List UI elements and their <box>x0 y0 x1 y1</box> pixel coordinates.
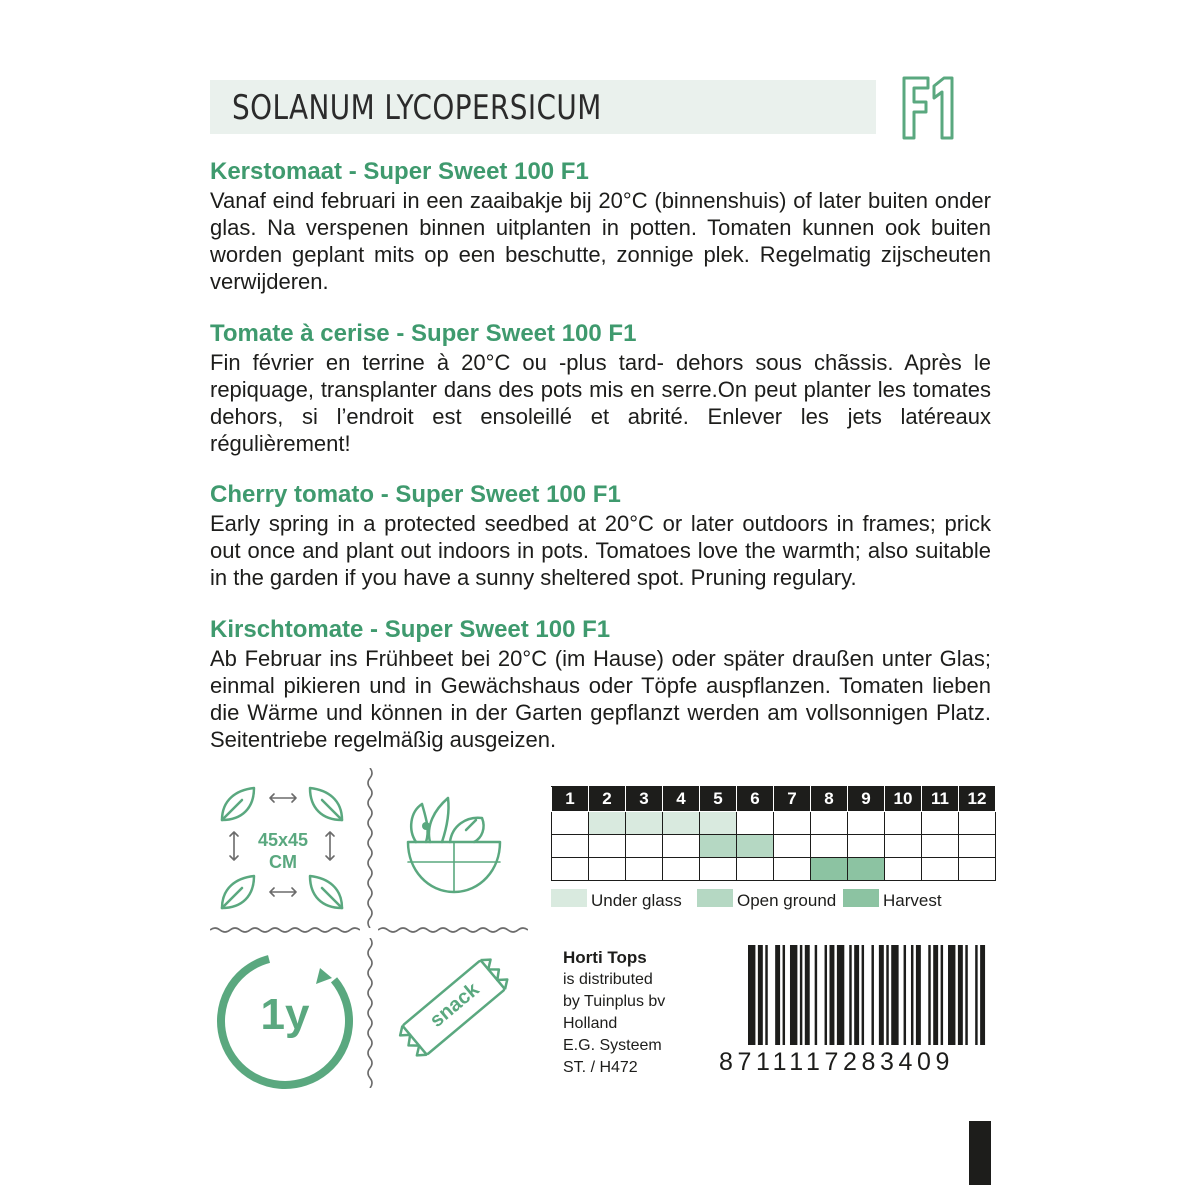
barcode-image <box>748 945 990 1045</box>
wavy-divider-horizontal-right <box>378 926 528 934</box>
salad-bowl-icon <box>396 790 508 900</box>
calendar-cell <box>774 858 811 881</box>
barcode-bar <box>805 945 810 1045</box>
barcode-bar <box>886 945 888 1045</box>
calendar-cell <box>700 858 737 881</box>
barcode-bar <box>783 945 785 1045</box>
barcode-bar <box>975 945 977 1045</box>
wavy-divider-vertical-bottom <box>366 938 374 1088</box>
calendar-month-row <box>552 787 996 812</box>
barcode-bar <box>928 945 930 1045</box>
distributor-line: Holland <box>563 1015 618 1032</box>
month-header: 12 <box>959 787 996 812</box>
legend-harvest: Harvest <box>883 891 942 910</box>
barcode-bar <box>849 945 851 1045</box>
species-name: SOLANUM LYCOPERSICUM <box>232 88 602 128</box>
print-mark <box>969 1121 991 1185</box>
leaf-icon <box>222 788 254 820</box>
barcode-bar <box>790 945 797 1045</box>
barcode-bar <box>933 945 938 1045</box>
calendar-row <box>552 835 996 858</box>
calendar-cell <box>626 812 663 835</box>
calendar-cell <box>811 858 848 881</box>
barcode-bar <box>800 945 802 1045</box>
calendar-cell <box>737 835 774 858</box>
month-header: 11 <box>922 787 959 812</box>
barcode-bar <box>958 945 963 1045</box>
barcode-bar <box>904 945 906 1045</box>
distributor-line: E.G. Systeem <box>563 1037 662 1054</box>
barcode-bar <box>941 945 943 1045</box>
barcode-bar <box>911 945 913 1045</box>
month-header: 10 <box>885 787 922 812</box>
barcode-bar <box>748 945 755 1045</box>
wavy-divider-vertical-top <box>366 768 374 928</box>
calendar-row <box>552 858 996 881</box>
legend-swatch-harvest <box>843 889 879 907</box>
barcode-bar <box>862 945 864 1045</box>
f1-badge <box>898 72 958 144</box>
barcode-bar <box>854 945 859 1045</box>
calendar-cell <box>959 835 996 858</box>
calendar-cell <box>626 835 663 858</box>
calendar-cell <box>737 812 774 835</box>
calendar-cell <box>922 858 959 881</box>
calendar-cell <box>552 812 589 835</box>
calendar-row <box>552 812 996 835</box>
legend-under-glass: Under glass <box>591 891 682 910</box>
calendar-cell <box>774 812 811 835</box>
calendar-cell <box>959 812 996 835</box>
section-body-fr: Fin février en terrine à 20°C ou -plus tard- dehors sous chãssis. Après le repiquage, transplanter dans des pots mis en serre.On peut planter les tomates dehors, si l’endroit est ensoleillé et abrité. Enlever les jets latéreaux régulièrement! <box>210 350 991 456</box>
calendar-cell <box>626 858 663 881</box>
spacing-unit-label: CM <box>269 852 297 872</box>
month-header: 5 <box>700 787 737 812</box>
spacing-label: 45x45 <box>257 830 309 850</box>
barcode-bar <box>948 945 955 1045</box>
barcode-number: 8711117283409 <box>719 1048 954 1076</box>
calendar-cell <box>848 835 885 858</box>
barcode-bar <box>879 945 884 1045</box>
barcode-bar <box>758 945 763 1045</box>
barcode-bar <box>871 945 873 1045</box>
section-body-nl: Vanaf eind februari in een zaaibakje bij 20°C (binnenshuis) of later buiten onder glas. Na verspenen binnen uitplanten in potten. Tomaten kunnen ook buiten worden geplant mits op een beschutte, zonnige plek. Regelmatig zijscheuten verwijderen. <box>210 188 991 294</box>
barcode-bar <box>837 945 844 1045</box>
wavy-divider-horizontal-left <box>210 926 360 934</box>
calendar-cell <box>811 835 848 858</box>
calendar-cell <box>663 812 700 835</box>
month-header: 1 <box>552 787 589 812</box>
leaf-icon <box>310 788 342 820</box>
barcode-bar <box>980 945 985 1045</box>
distributor-line: is distributed <box>563 971 653 988</box>
calendar-cell <box>885 858 922 881</box>
calendar-cell <box>922 812 959 835</box>
section-title-nl: Kerstomaat - Super Sweet 100 F1 <box>210 158 589 185</box>
calendar-cell <box>848 858 885 881</box>
calendar-cell <box>885 812 922 835</box>
calendar-cell <box>959 858 996 881</box>
barcode-bar <box>891 945 898 1045</box>
barcode-bar <box>829 945 834 1045</box>
calendar-cell <box>663 858 700 881</box>
legend-open-ground: Open ground <box>737 891 837 910</box>
calendar-cell <box>737 858 774 881</box>
month-header: 3 <box>626 787 663 812</box>
month-header: 9 <box>848 787 885 812</box>
distributor-brand: Horti Tops <box>563 948 647 967</box>
calendar-cell <box>700 835 737 858</box>
month-header: 6 <box>737 787 774 812</box>
distributor-line: ST. / H472 <box>563 1059 638 1076</box>
section-title-en: Cherry tomato - Super Sweet 100 F1 <box>210 481 621 508</box>
barcode-bar <box>815 945 817 1045</box>
calendar-cell <box>922 835 959 858</box>
calendar-cell <box>589 812 626 835</box>
section-body-en: Early spring in a protected seedbed at 20°C or later outdoors in frames; prick out once and plant out indoors in pots. Tomatoes love the warmth; also suitable in the garden if you have a sunny sheltered spot. Pruning regulary. <box>210 511 991 590</box>
calendar-cell <box>552 858 589 881</box>
calendar-cell <box>552 835 589 858</box>
legend-swatch-open-ground <box>697 889 733 907</box>
month-header: 8 <box>811 787 848 812</box>
snack-label: snack <box>425 978 484 1032</box>
section-title-de: Kirschtomate - Super Sweet 100 F1 <box>210 616 611 643</box>
calendar-cell <box>848 812 885 835</box>
month-header: 7 <box>774 787 811 812</box>
barcode-bar <box>765 945 767 1045</box>
section-title-fr: Tomate à cerise - Super Sweet 100 F1 <box>210 320 637 347</box>
calendar-cell <box>811 812 848 835</box>
calendar-cell <box>774 835 811 858</box>
barcode-bar <box>965 945 967 1045</box>
leaf-icon <box>310 876 342 908</box>
section-body-de: Ab Februar ins Frühbeet bei 20°C (im Hause) oder später draußen unter Glas; einmal pikieren und in Gewächshaus oder Töpfe auspflanzen. Tomaten lieben die Wärme und können in der Garten gepflanzt werden am vollsonnigen Platz. Seitentriebe regelmäßig ausgeizen. <box>210 646 991 752</box>
barcode-bar <box>775 945 780 1045</box>
f1-badge-text: F1 <box>898 72 900 73</box>
calendar-cell <box>885 835 922 858</box>
distributor-line: by Tuinplus bv <box>563 993 666 1010</box>
leaf-icon <box>222 876 254 908</box>
calendar-cell <box>663 835 700 858</box>
legend-swatch-under-glass <box>551 889 587 907</box>
calendar-cell <box>589 858 626 881</box>
calendar-cell <box>589 835 626 858</box>
lifecycle-label: 1y <box>260 990 310 1039</box>
month-header: 4 <box>663 787 700 812</box>
calendar-cell <box>700 812 737 835</box>
barcode-bar <box>825 945 827 1045</box>
month-header: 2 <box>589 787 626 812</box>
sowing-calendar <box>551 786 996 881</box>
barcode-bar <box>916 945 921 1045</box>
